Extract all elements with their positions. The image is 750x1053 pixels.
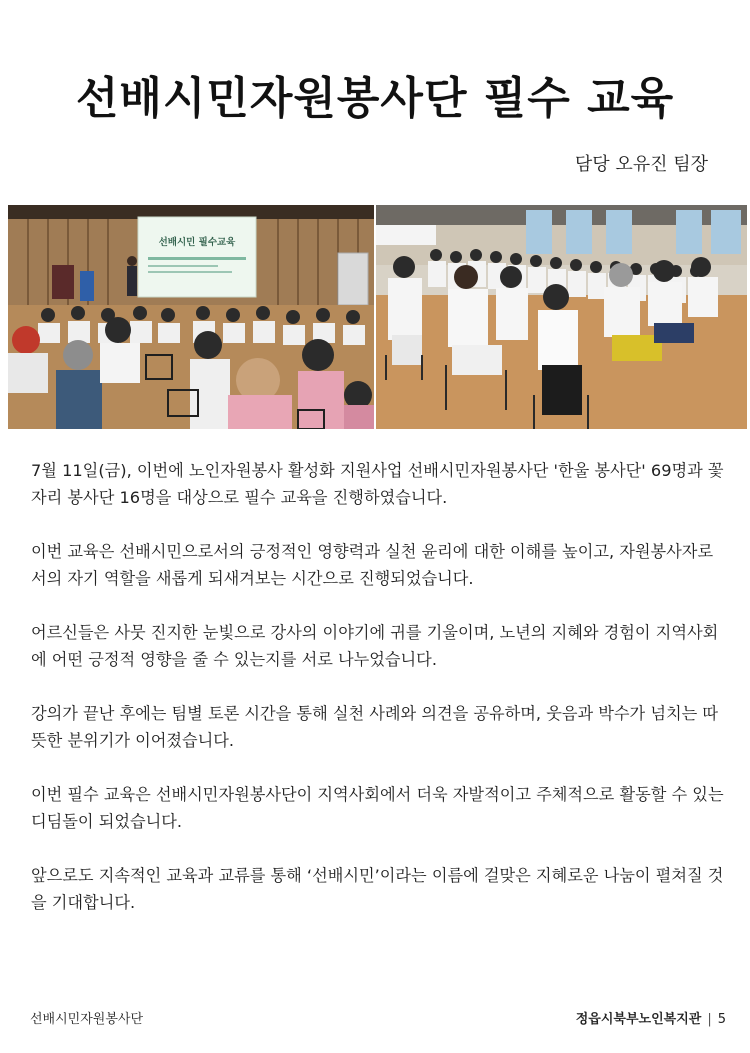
page-title: 선배시민자원봉사단 필수 교육 [75, 73, 675, 124]
article-body [28, 457, 728, 943]
page-number: 5 [717, 1012, 726, 1027]
photo-audience-clapping [376, 205, 747, 429]
footer-org-name: 정읍시북부노인복지관 [575, 1012, 702, 1027]
photo-lecture-hall [8, 205, 374, 429]
paragraph: 어르신들은 사뭇 진지한 눈빛으로 강사의 이야기에 귀를 기울이며, 노년의 지혜와 경험이 지역사회에 어떤 긍정적 영향을 줄 수 있는지를 서로 나누었습니다. [31, 623, 719, 669]
paragraph: 이번 필수 교육은 선배시민자원봉사단이 지역사회에서 더욱 자발적이고 주체적으로 활동할 수 있는 디딤돌이 되었습니다. [31, 785, 724, 831]
author-line: 담당 오유진 팀장 [574, 154, 708, 175]
paragraph: 7월 11일(금), 이번에 노인자원봉사 활성화 지원사업 선배시민자원봉사단 '한울 봉사단' 69명과 꽃자리 봉사단 16명을 대상으로 필수 교육을 진행하였습니다. [31, 461, 724, 507]
footer-separator: | [707, 1012, 712, 1027]
footer-section-name: 선배시민자원봉사단 [30, 1012, 144, 1027]
paragraph: 앞으로도 지속적인 교육과 교류를 통해 ‘선배시민’이라는 이름에 걸맞은 지혜로운 나눔이 펼쳐질 것을 기대합니다. [31, 866, 724, 912]
projection-screen-text: 선배시민 필수교육 [158, 237, 236, 248]
paragraph: 강의가 끝난 후에는 팀별 토론 시간을 통해 실천 사례와 의견을 공유하며, 웃음과 박수가 넘치는 따뜻한 분위기가 이어졌습니다. [31, 704, 719, 750]
footer-org-page [576, 1008, 726, 1027]
paragraph: 이번 교육은 선배시민으로서의 긍정적인 영향력과 실천 윤리에 대한 이해를 높이고, 자원봉사자로서의 자기 역할을 새롭게 되새겨보는 시간으로 진행되었습니다. [31, 542, 714, 588]
